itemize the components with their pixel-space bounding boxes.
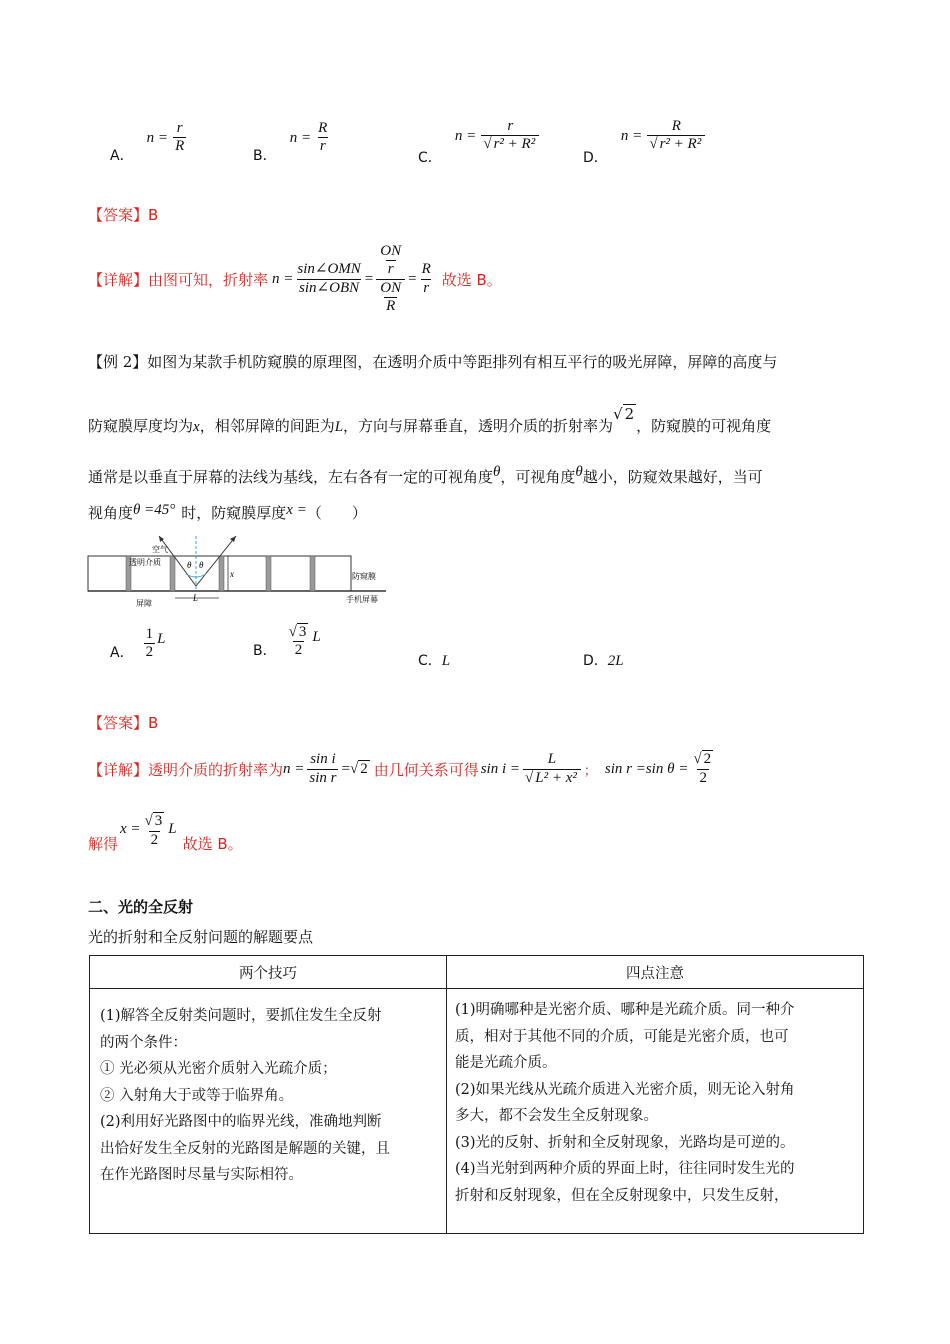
privacy-film-svg (86, 536, 396, 612)
list-item: 质，相对于其他不同的介质，可能是光密介质，也可 (455, 1028, 789, 1045)
option-label: B． (253, 148, 277, 165)
list-item: 折射和反射现象，但在全反射现象中，只发生反射， (455, 1187, 789, 1204)
tips-table (89, 955, 864, 1234)
ex2-detail: 【详解】透明介质的折射率为 n = $\frac{\text{sin i}}{\text{sin r}}$ = √ 2 由几何关系可得 sin i = $\frac{L}{\text{√ L² + x²}}$ ； sin r =sin θ = $\frac{√ 2}{2}$ (88, 744, 715, 794)
sqrt2-over-2: $\frac{√ 2}{2}$ (693, 751, 712, 786)
table-header-cell: 两个技巧 (90, 956, 447, 989)
option-fraction: $\frac{r}{\text{√ r² + R²}}$ (481, 118, 539, 154)
sqrt-2: √ 2 (613, 405, 635, 423)
option-label: A． (110, 148, 134, 165)
list-item: (2)利用好光路图中的临界光线，准确地判断 (100, 1114, 382, 1130)
option-fraction: $\frac{R}{\text{√ r² + R²}}$ (647, 118, 705, 154)
label-barrier: 屏障 (136, 599, 152, 608)
option-label: D． (583, 150, 608, 167)
example2-line3: 通常是以垂直于屏幕的法线为基线，左右各有一定的可视角度θ，可视角度θ越小，防窥效果越好，当可 (88, 464, 763, 486)
list-item: (2)如果光线从光疏介质进入光密介质，则无论入射角 (455, 1081, 795, 1098)
option-fraction: $\frac{R}{r}$ (318, 120, 328, 155)
option-fraction: $\frac{1}{2}$ (145, 626, 154, 661)
label-film: 防窥膜 (352, 572, 376, 581)
list-item: 的两个条件： (100, 1034, 187, 1051)
label-L: L (193, 593, 199, 603)
section-title: 二、光的全反射 (88, 898, 194, 916)
ex2-solution: 解得 x = $\frac{√ 3}{2}$ L 故选 B。 (88, 813, 243, 853)
table-cell-right (447, 989, 864, 1234)
list-item: (3)光的反射、折射和全反射现象，光路均是可逆的。 (455, 1134, 795, 1151)
label-theta-left: θ (187, 560, 192, 570)
sin-i-fraction: $\frac{L}{\text{√ L² + x²}}$ (523, 751, 581, 787)
formula-fraction-compound: $\frac{\frac{ON}{r}}{\frac{ON}{R}}$ (376, 243, 405, 315)
privacy-film-diagram (86, 536, 396, 612)
q1-option-b (253, 120, 329, 165)
formula-fraction-result: $\frac{R}{r}$ (421, 261, 431, 296)
q1-detail (88, 238, 502, 320)
label-air: 空气 (152, 545, 168, 554)
example2-line4: 视角度θ =45° 时，防窥膜厚度x =（ ） (88, 502, 367, 522)
table-header-row (90, 956, 864, 989)
ex2-answer: 【答案】B (88, 714, 159, 732)
table-cell-left (90, 989, 447, 1234)
detail-label: 【详解】由图可知，折射率 (88, 270, 269, 289)
list-item: (1)解答全反射类问题时，要抓住发生全反射 (100, 1008, 382, 1024)
formula-lhs: n = (272, 270, 294, 287)
formula-fraction-sin: $\frac{\text{sin∠OMN}}{\text{sin∠OBN}}$ (297, 261, 361, 296)
sqrt3-over-2: $\frac{√ 3}{2}$ (144, 813, 163, 848)
list-item: 多大，都不会发生全反射现象。 (455, 1108, 658, 1124)
ex2-option-a: A． $\frac{1}{2}$ L (110, 626, 166, 661)
option-lhs: n = (454, 128, 477, 145)
ex2-option-c: C．L (418, 653, 451, 669)
example2-line2: 防窥膜厚度均为x，相邻屏障的间距为L，方向与屏幕垂直，透明介质的折射率为√ 2，防窥膜的可视角度 (88, 405, 772, 435)
label-x: x (230, 569, 234, 579)
ex2-option-b: B． $\frac{√ 3}{2}$ L (253, 624, 321, 659)
table-row (90, 989, 864, 1234)
option-lhs: n = (289, 130, 312, 147)
q1-answer: 【答案】B (88, 206, 159, 224)
label-theta-right: θ (199, 560, 204, 570)
list-item: 在作光路图时尽量与实际相符。 (100, 1167, 303, 1183)
label-medium: 透明介质 (129, 558, 161, 567)
q1-option-a (110, 120, 186, 165)
q1-option-d (583, 118, 705, 167)
option-label: C． (418, 150, 442, 167)
tips-table-container (89, 955, 864, 1234)
label-screen: 手机屏幕 (346, 595, 378, 604)
list-item: ① 光必须从光密介质射入光疏介质； (100, 1061, 337, 1077)
q1-option-c (418, 118, 539, 167)
example2-line1: 【例 2】如图为某款手机防窥膜的原理图，在透明介质中等距排列有相互平行的吸光屏障，屏障的高度与 (88, 353, 778, 371)
option-lhs: n = (620, 128, 643, 145)
list-item: 能是光疏介质。 (455, 1055, 557, 1071)
detail-end: 故选 B。 (441, 270, 502, 289)
ex2-option-d: D．2L (583, 653, 624, 669)
option-fraction: $\frac{r}{R}$ (175, 120, 185, 155)
list-item: (1)明确哪种是光密介质、哪种是光疏介质。同一种介 (455, 1002, 795, 1018)
section-subtitle: 光的折射和全反射问题的解题要点 (88, 928, 314, 946)
list-item: 出恰好发生全反射的光路图是解题的关键，且 (100, 1140, 390, 1157)
option-fraction: $\frac{√ 3}{2}$ (288, 624, 307, 659)
formula-eq: = (364, 270, 374, 287)
table-header-cell: 四点注意 (447, 956, 864, 989)
sin-ratio-fraction: $\frac{\text{sin i}}{\text{sin r}}$ (309, 751, 337, 786)
option-lhs: n = (146, 130, 169, 147)
list-item: ② 入射角大于或等于临界角。 (100, 1087, 294, 1104)
list-item: (4)当光射到两种介质的界面上时，往往同时发生光的 (455, 1161, 795, 1177)
formula-eq: = (408, 270, 417, 287)
